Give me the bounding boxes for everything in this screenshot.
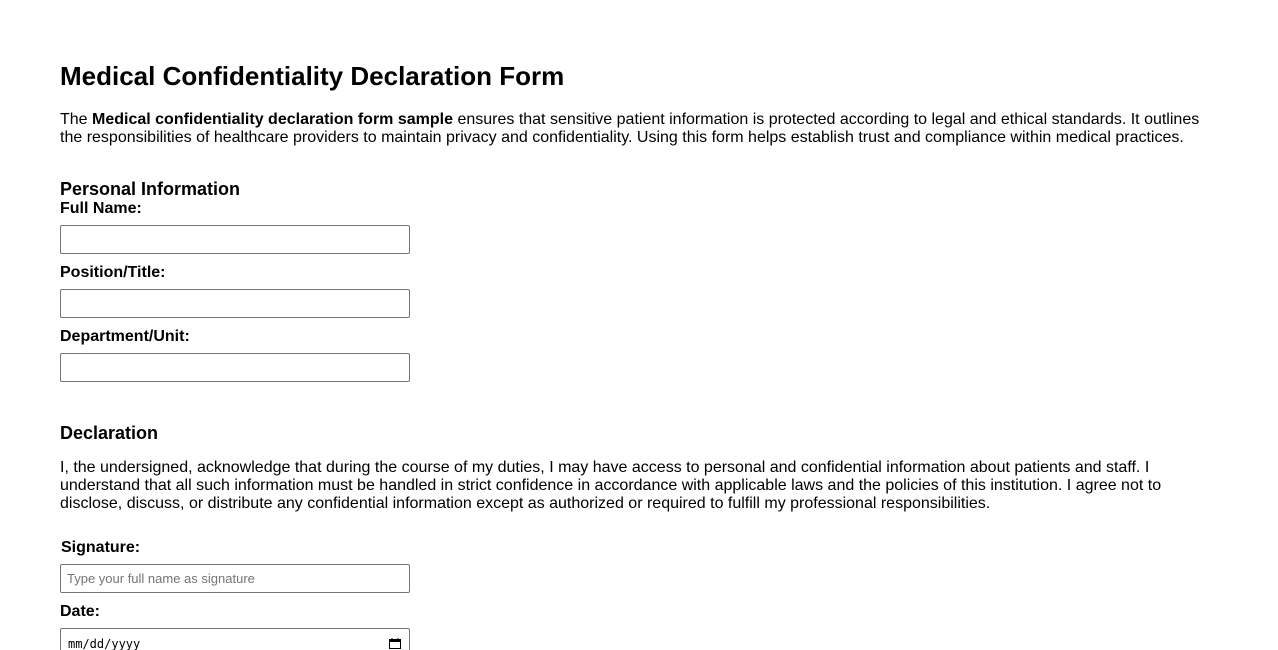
calendar-icon[interactable]	[389, 638, 401, 649]
intro-paragraph	[60, 111, 1210, 147]
intro-prefix: The	[60, 111, 93, 128]
date-input[interactable]	[60, 628, 410, 650]
intro-suffix: ensures that sensitive patient information is protected according to legal and ethical standards. It outlines the responsibilities of healthcare providers to maintain privacy and confidentiality. Using this form helps establish trust and compliance within medical practices.	[60, 111, 1200, 146]
intro-bold-phrase: Medical confidentiality declaration form sample	[92, 111, 453, 128]
personal-information-heading: Personal Information	[60, 179, 241, 199]
date-label: Date:	[60, 603, 101, 620]
position-title-input[interactable]	[60, 289, 410, 318]
declaration-heading: Declaration	[60, 423, 159, 443]
page-title: Medical Confidentiality Declaration Form	[60, 61, 565, 91]
declaration-text: I, the undersigned, acknowledge that during the course of my duties, I may have access to personal and confidential information about patients and staff. I understand that all such information must be handled in strict confidence in accordance with applicable laws and the policies of this institution. I agree not to disclose, discuss, or distribute any confidential information except as authorized or required to fulfill my professional responsibilities.	[60, 459, 1162, 512]
position-title-label: Position/Title:	[60, 264, 166, 281]
date-placeholder: mm/dd/yyyy	[68, 637, 141, 650]
full-name-label: Full Name:	[60, 200, 142, 217]
department-unit-input[interactable]	[60, 353, 410, 382]
signature-label: Signature:	[61, 539, 141, 556]
full-name-input[interactable]	[60, 225, 410, 254]
signature-input[interactable]	[60, 564, 410, 593]
department-unit-label: Department/Unit:	[60, 328, 190, 345]
